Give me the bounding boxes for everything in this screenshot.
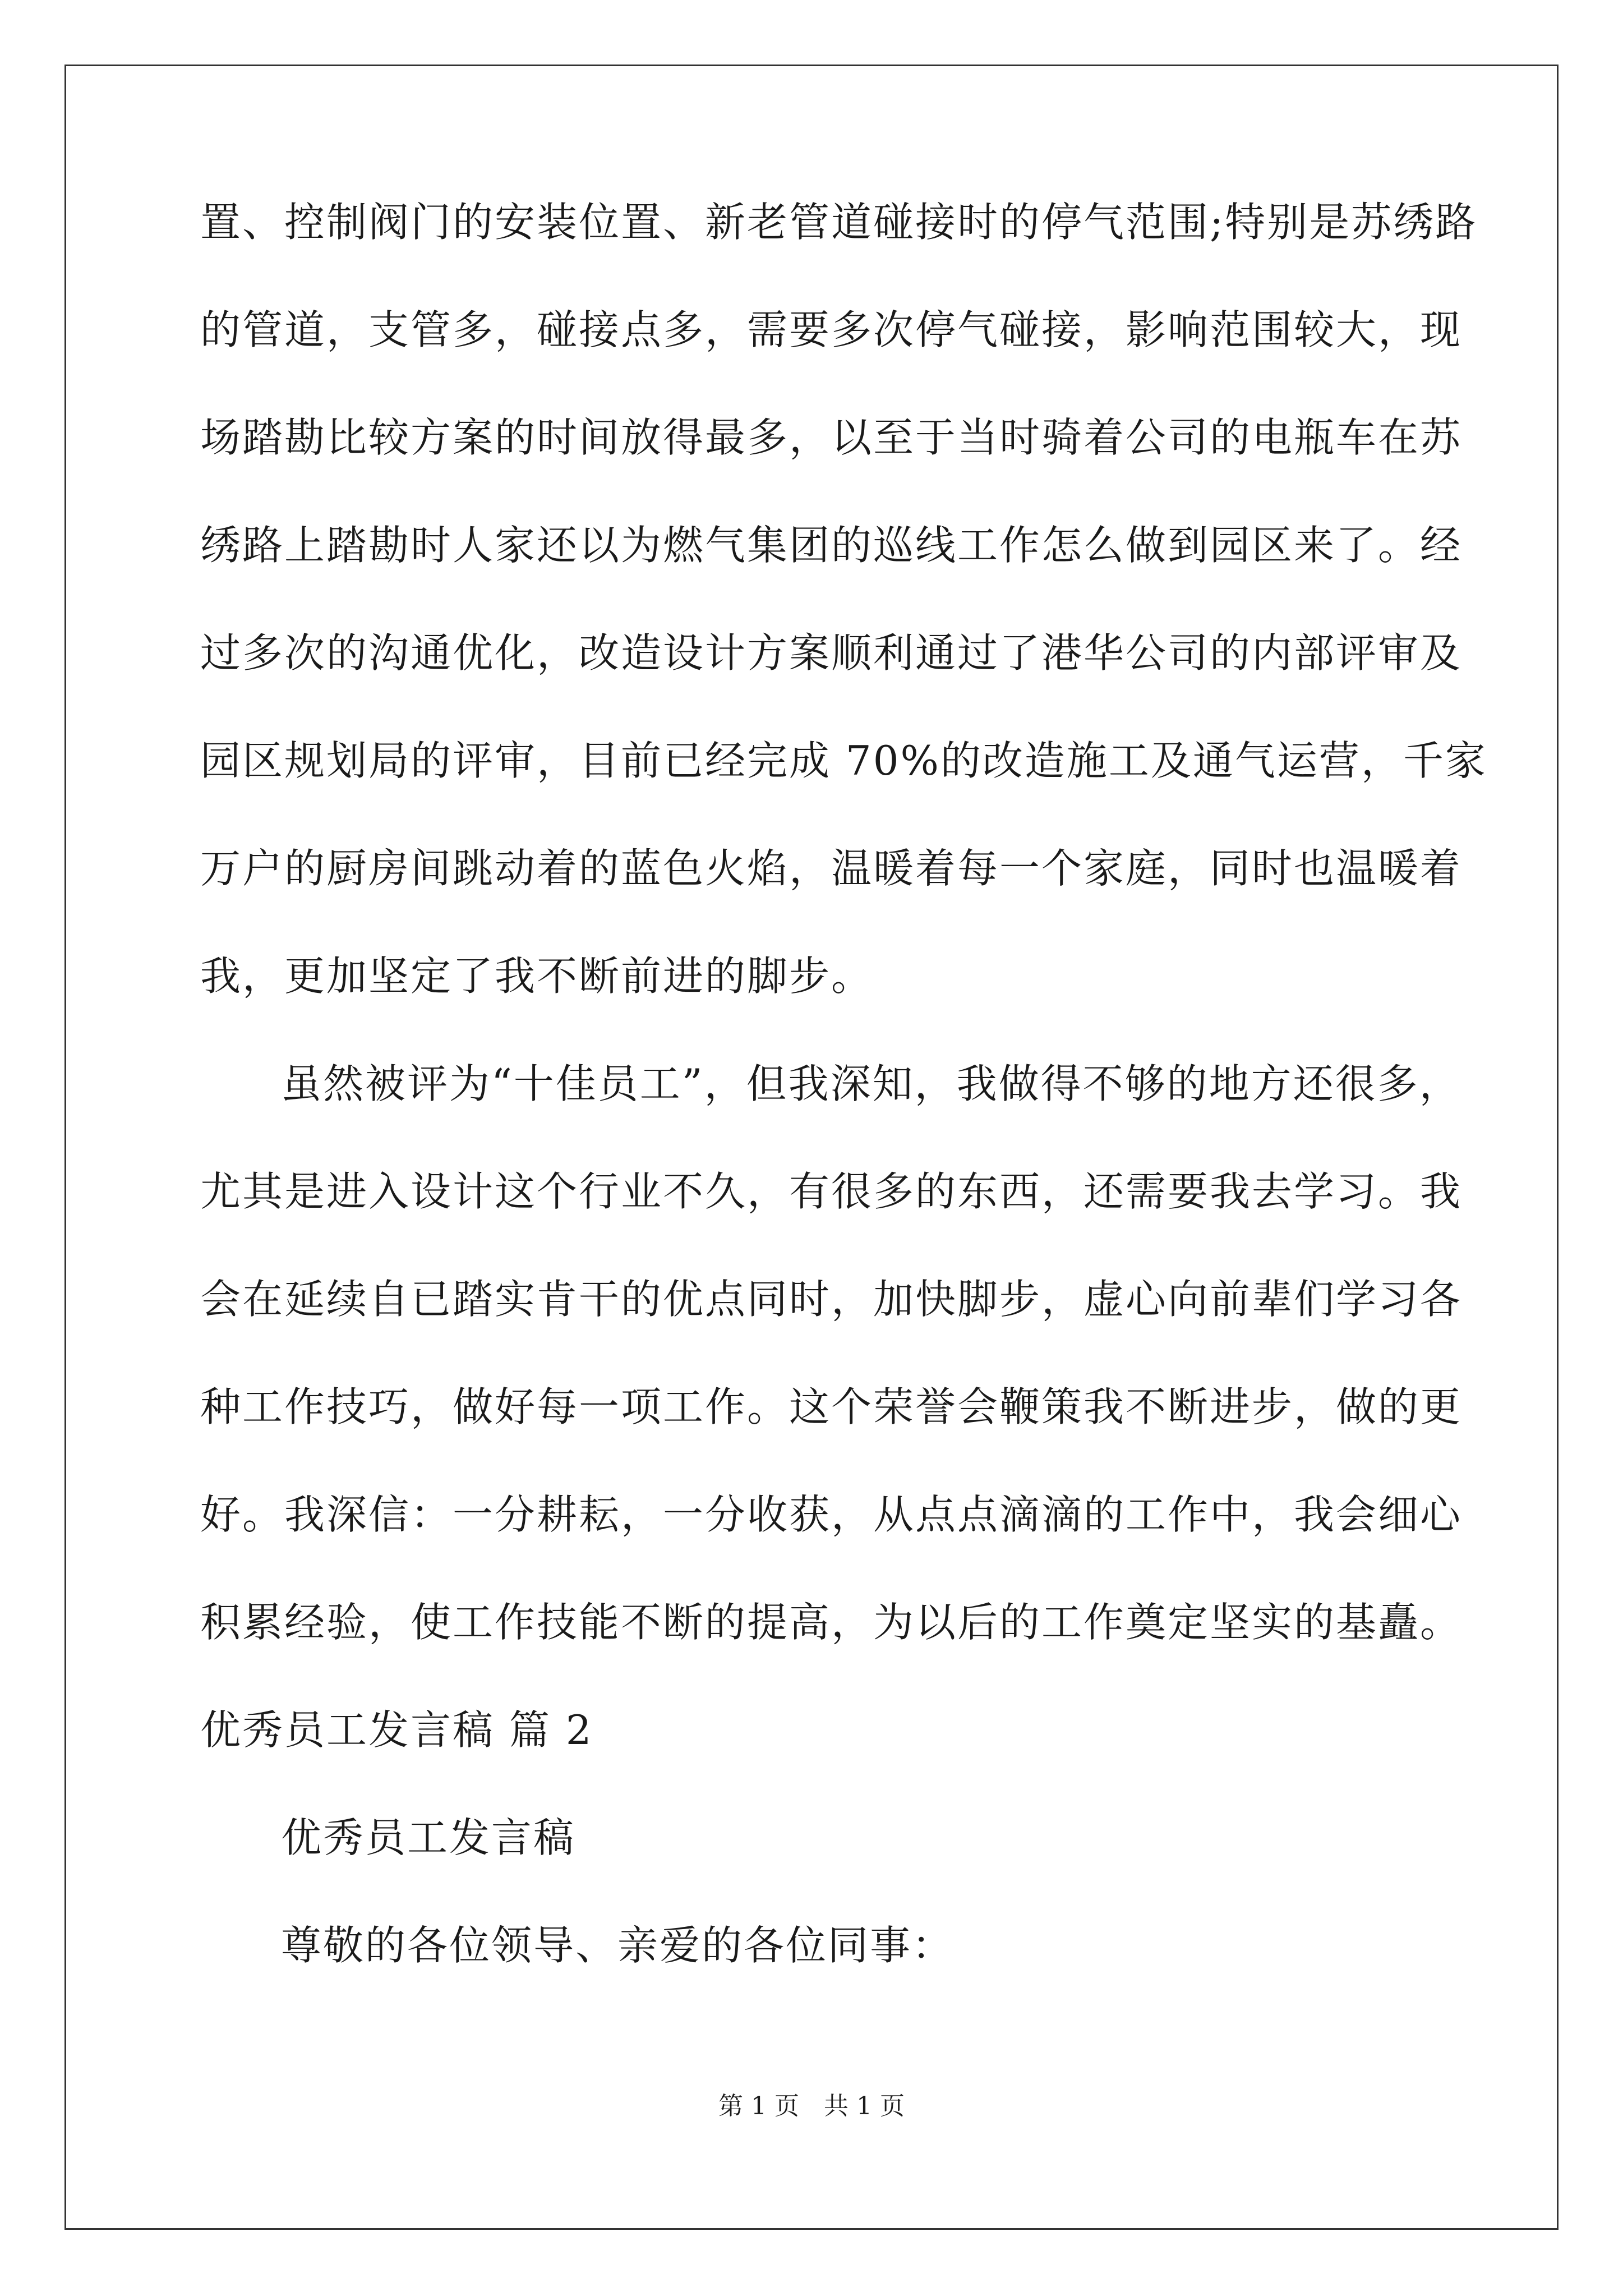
text-line: 万户的厨房间跳动着的蓝色火焰，温暖着每一个家庭，同时也温暖着 [200, 845, 1463, 892]
text-line: 尤其是进入设计这个行业不久，有很多的东西，还需要我去学习。我 [200, 1168, 1463, 1215]
page-number-footer: 第 1 页 共 1 页 [718, 2092, 905, 2120]
text-line: 置、控制阀门的安装位置、新老管道碰接时的停气范围;特别是苏绣路 [200, 199, 1478, 246]
document-body [200, 199, 1487, 2033]
section-heading: 优秀员工发言稿 篇 2 [200, 1706, 593, 1754]
document-subtitle: 优秀员工发言稿 [281, 1814, 576, 1861]
text-line: 场踏勘比较方案的时间放得最多，以至于当时骑着公司的电瓶车在苏 [200, 414, 1463, 461]
salutation: 尊敬的各位领导、亲爱的各位同事： [281, 1922, 955, 1969]
text-line: 过多次的沟通优化，改造设计方案顺利通过了港华公司的内部评审及 [200, 629, 1463, 677]
text-line: 会在延续自已踏实肯干的优点同时，加快脚步，虚心向前辈们学习各 [200, 1276, 1463, 1323]
paragraph-2 [200, 1060, 1463, 1646]
text-line: 的管道，支管多，碰接点多，需要多次停气碰接，影响范围较大，现 [200, 306, 1463, 353]
text-line: 种工作技巧，做好每一项工作。这个荣誉会鞭策我不断进步，做的更 [200, 1383, 1463, 1430]
text-line: 虽然被评为“十佳员工”，但我深知，我做得不够的地方还很多， [281, 1060, 1461, 1107]
text-line: 绣路上踏勘时人家还以为燃气集团的巡线工作怎么做到园区来了。经 [200, 522, 1463, 569]
text-line: 积累经验，使工作技能不断的提高，为以后的工作奠定坚实的基矗。 [200, 1599, 1463, 1646]
text-line: 好。我深信：一分耕耘，一分收获，从点点滴滴的工作中，我会细心 [200, 1491, 1463, 1538]
text-line: 我，更加坚定了我不断前进的脚步。 [200, 953, 874, 1000]
text-line: 园区规划局的评审，目前已经完成 70%的改造施工及通气运营，千家 [200, 737, 1487, 784]
paragraph-1 [200, 199, 1487, 1000]
